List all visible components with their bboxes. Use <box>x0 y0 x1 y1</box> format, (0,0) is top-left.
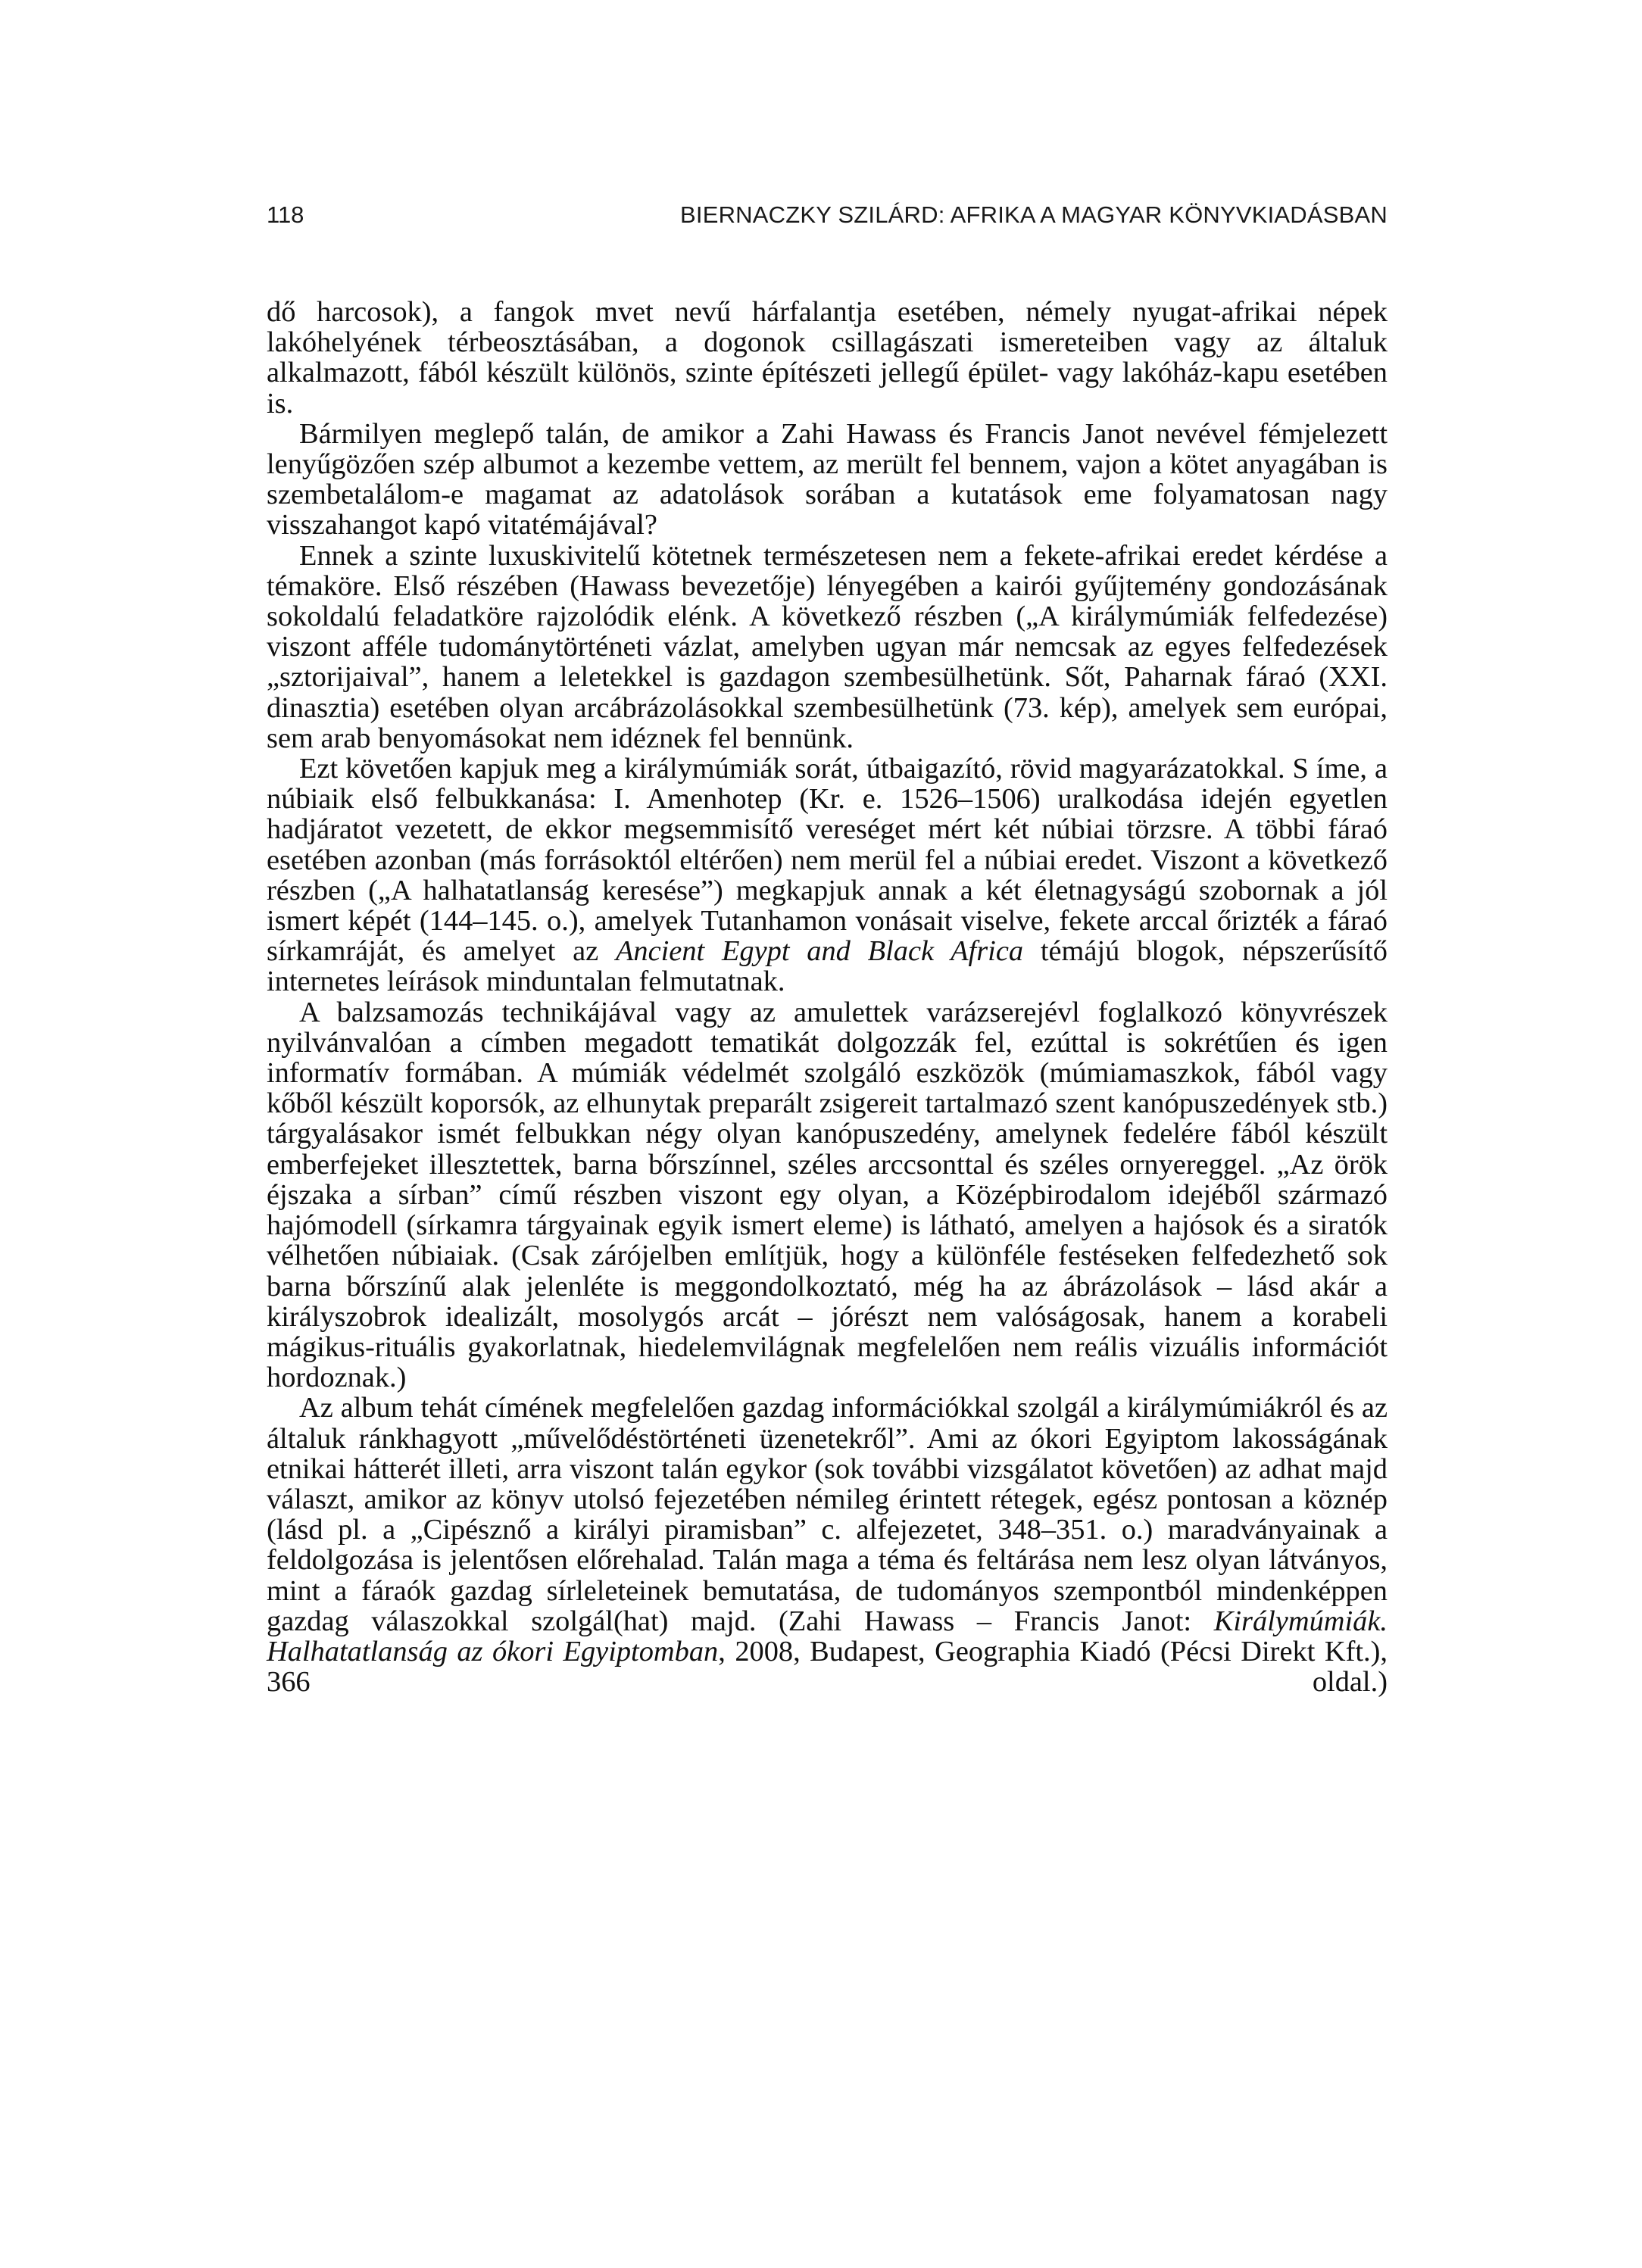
paragraph <box>267 419 1388 541</box>
running-header <box>267 201 1388 239</box>
paragraph-final <box>267 1393 1388 1697</box>
paragraph-text: dő harcosok), a fangok mvet nevű hárfalantja esetében, némely nyugat-afrikai népek lakóhelyének térbeosztásában, a dogonok csillagászati ismereteiben vagy az általuk alkalmazott, fából készült különös, szinte építészeti jellegű épület- vagy lakóház-kapu esetében is. <box>267 296 1388 420</box>
paragraph <box>267 997 1388 1393</box>
paragraph-text: , 2008, Budapest, Geographia Kiadó (Pécsi Direkt Kft.), 366 oldal.) <box>267 1635 1388 1699</box>
italic-book-title: Királymúmiák. Halhatatlanság az ókori Egyiptomban <box>267 1605 1388 1667</box>
paragraph <box>267 541 1388 753</box>
paragraph-text: Ezt követően kapjuk meg a királymúmiák sorát, útbaigazító, rövid magyarázatokkal. S íme, a núbiaik első felbukkanása: I. Amenhotep (Kr. e. 1526–1506) uralkodása idején egyetlen hadjáratot vezetett, de ekkor megsemmisítő vereséget mért két núbiai törzsre. A többi fáraó esetében azonban (más forrásoktól eltérően) nem merül fel a núbiai eredet. Viszont a következő részben („A halhatatlanság keresése”) megkapjuk annak a két életnagyságú szobornak a jól ismert képét (144–145. o.), amelyek Tutanhamon vonásait viselve, fekete arccal őrizték a fáraó sírkamráját, és amelyet az <box>267 753 1388 968</box>
running-title: BIERNACZKY SZILÁRD: AFRIKA A MAGYAR KÖNYVKIADÁSBAN <box>680 201 1388 228</box>
italic-title: Ancient Egypt and Black Africa <box>615 935 1024 968</box>
page-number: 118 <box>267 201 304 228</box>
paragraph-text: Bármilyen meglepő talán, de amikor a Zahi Hawass és Francis Janot nevével fémjelezett lenyűgözően szép albumot a kezembe vettem, az merült fel bennem, vajon a kötet anyagában is szembetalálom-e magamat az adatolások sorában a kutatások eme folyamatosan nagy visszahangot kapó vitatémájával? <box>267 417 1388 541</box>
paragraph-text: Az album tehát címének megfelelően gazdag információkkal szolgál a királymúmiákról és az általuk ránkhagyott „művelődéstörténeti üzenetekről”. Ami az ókori Egyiptom lakosságának etnikai hátterét illeti, arra viszont talán egykor (sok további vizsgálatot követően) az adhat majd választ, amikor az könyv utolsó fejezetében némileg érintett rétegek, egész pontosan a köznép (lásd pl. a „Cipésznő a királyi piramisban” c. alfejezetet, 348–351. o.) maradványainak a feldolgozása is jelentősen előrehalad. Talán maga a téma és feltárása nem lesz olyan látványos, mint a fáraók gazdag sírleleteinek bemutatása, de tudományos szempontból mindenképpen gazdag válaszokkal szolgál(hat) majd. (Zahi Hawass – Francis Janot: <box>267 1392 1388 1637</box>
paragraph-text: A balzsamozás technikájával vagy az amulettek varázserejévl foglalkozó könyvrészek nyilvánvalóan a címben megadott tematikát dolgozzák fel, ezúttal is sokrétűen és igen informatív formában. A múmiák védelmét szolgáló eszközök (múmiamaszkok, fából vagy kőből készült koporsók, az elhunytak preparált zsigereit tartalmazó szent kanópuszedények stb.) tárgyalásakor ismét felbukkan négy olyan kanópuszedény, amelynek fedelére fából készült emberfejeket illesztettek, barna bőrszínnel, széles arccsonttal és széles ornyereggel. „Az örök éjszaka a sírban” című részben viszont egy olyan, a Középbirodalom idejéből származó hajómodell (sírkamra tárgyainak egyik ismert eleme) is látható, amelyen a hajósok és a siratók vélhetően núbiaiak. (Csak zárójelben említjük, hogy a különféle festéseken felfedezhető sok barna bőrszínű alak jelenléte is meggondolkoztató, még ha az ábrázolások – lásd akár a királyszobrok idealizált, mosolygós arcát – jórészt nem valóságosak, hanem a korabeli mágikus-rituális gyakorlatnak, hiedelemvilágnak megfelelően nem reális vizuális információt hordoznak.) <box>267 996 1388 1394</box>
paragraph-continued <box>267 297 1388 419</box>
paragraph <box>267 753 1388 997</box>
body-text <box>267 297 1388 1697</box>
paragraph-text: témájú blogok, népszerűsítő internetes leírások minduntalan felmutatnak. <box>267 935 1388 998</box>
paragraph-text: Ennek a szinte luxuskivitelű kötetnek természetesen nem a fekete-afrikai eredet kérdése a témaköre. Első részében (Hawass bevezetője) lényegében a kairói gyűjtemény gondozásának sokoldalú feladatköre rajzolódik elénk. A következő részben („A királymúmiák felfedezése) viszont afféle tudománytörténeti vázlat, amelyben ugyan már nemcsak az egyes felfedezések „sztorijaival”, hanem a leletekkel is gazdagon szembesülhetünk. Sőt, Paharnak fáraó (XXI. dinasztia) esetében olyan arcábrázolásokkal szembesülhetünk (73. kép), amelyek sem európai, sem arab benyomásokat nem idéznek fel bennünk. <box>267 539 1388 754</box>
